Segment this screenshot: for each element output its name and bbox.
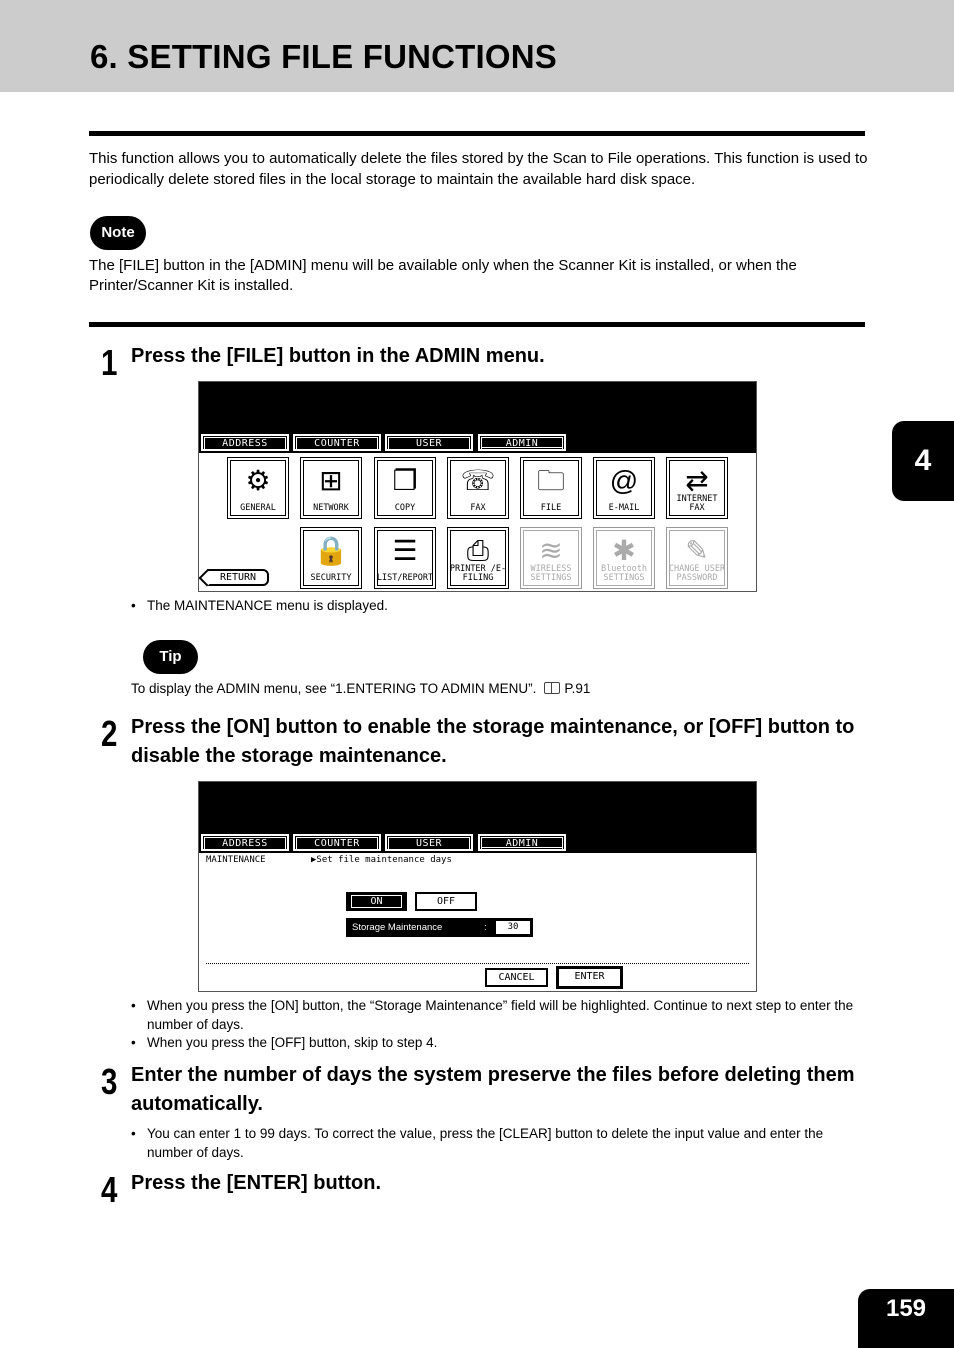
email-icon: @ (609, 465, 639, 496)
maintenance-section-label: MAINTENANCE (206, 855, 266, 865)
cancel-button[interactable]: CANCEL (485, 968, 548, 987)
admin-button-label: SECURITY (310, 573, 352, 583)
bluetooth-icon: ✱ (612, 535, 636, 566)
step-text: Press the [ON] button to enable the storage maintenance, or [OFF] button to disable the storage maintenance. (131, 716, 855, 767)
admin-button-label: CHANGE USER PASSWORD (668, 564, 726, 583)
admin-password-button (666, 527, 728, 589)
step-text: Press the [FILE] button in the ADMIN menu. (131, 345, 545, 367)
general-icon: ⚙ (245, 465, 271, 496)
internet-fax-icon: ⇄ (685, 465, 709, 496)
list-report-icon: ☰ (392, 535, 418, 566)
admin-button-label: LIST/REPORT (376, 573, 434, 583)
admin-network-button[interactable] (300, 457, 362, 519)
tab-address[interactable]: ADDRESS (201, 834, 289, 851)
divider (206, 963, 749, 964)
admin-button-label: Bluetooth SETTINGS (600, 564, 648, 583)
note-text: The [FILE] button in the [ADMIN] menu will be available only when the Scanner Kit is installed, or when the Printer/Scanner Kit is installed. (89, 257, 797, 294)
book-icon (544, 682, 560, 694)
admin-printer-efiling-button[interactable] (447, 527, 509, 589)
step-bullets (131, 997, 866, 1053)
maintenance-screen (198, 781, 757, 992)
admin-button-label: NETWORK (313, 503, 349, 513)
field-separator: : (484, 922, 487, 933)
admin-general-button[interactable] (227, 457, 289, 519)
bullet-item: • When you press the [OFF] button, skip to step 4. (131, 1034, 866, 1053)
section-rule (89, 322, 865, 327)
admin-file-button[interactable] (520, 457, 582, 519)
tip-sentence: To display the ADMIN menu, see “1.ENTERING TO ADMIN MENU”. (131, 681, 537, 696)
step-text: Press the [ENTER] button. (131, 1172, 382, 1194)
tip-text (131, 681, 590, 696)
admin-bluetooth-button (593, 527, 655, 589)
copy-icon: ❐ (392, 465, 418, 496)
fax-icon: ☏ (460, 465, 496, 496)
network-icon: ⊞ (319, 465, 343, 496)
step-text: Enter the number of days the system preserve the files before deleting them automatically. (131, 1064, 855, 1115)
admin-internet-fax-button[interactable] (666, 457, 728, 519)
storage-maintenance-field[interactable] (346, 918, 533, 937)
step-number: 3 (101, 1061, 118, 1102)
admin-security-button[interactable] (300, 527, 362, 589)
admin-button-label: FILE (540, 503, 562, 513)
on-button[interactable]: ON (346, 892, 407, 911)
tip-badge: Tip (143, 640, 198, 674)
security-icon: 🔒 (313, 535, 349, 566)
tab-admin[interactable]: ADMIN (478, 834, 566, 851)
page-title: 6. SETTING FILE FUNCTIONS (90, 38, 558, 75)
file-icon: 🗀 (536, 465, 565, 496)
tab-counter[interactable]: COUNTER (293, 834, 381, 851)
tab-user[interactable]: USER (385, 834, 473, 851)
printer-efiling-icon: ⎙ (466, 535, 490, 566)
step-bullets (131, 597, 866, 616)
section-rule (89, 131, 865, 136)
step-bullets (131, 1125, 866, 1162)
return-button[interactable]: RETURN (207, 569, 269, 586)
tab-counter[interactable]: COUNTER (293, 434, 381, 451)
password-icon: ✎ (685, 535, 709, 566)
step-number: 4 (101, 1169, 118, 1210)
tab-address[interactable]: ADDRESS (201, 434, 289, 451)
admin-button-label: COPY (394, 503, 416, 513)
maintenance-description: ▶Set file maintenance days (311, 855, 452, 865)
tip-page-ref: P.91 (564, 681, 591, 696)
note-badge: Note (90, 216, 146, 250)
admin-list-report-button[interactable] (374, 527, 436, 589)
bullet-item: • The MAINTENANCE menu is displayed. (131, 597, 866, 616)
tab-admin[interactable]: ADMIN (478, 434, 566, 451)
admin-button-label: FAX (470, 503, 486, 513)
admin-copy-button[interactable] (374, 457, 436, 519)
tab-user[interactable]: USER (385, 434, 473, 451)
intro-paragraph: This function allows you to automatically delete the files stored by the Scan to File operations. This function is used to periodically delete stored files in the local storage to maintain the available hard disk space. (89, 150, 868, 188)
page-number: 159 (858, 1289, 954, 1348)
wireless-icon: ≋ (539, 535, 563, 566)
storage-days-value[interactable]: 30 (496, 921, 530, 934)
chapter-tab: 4 (892, 421, 954, 501)
admin-button-label: PRINTER /E-FILING (449, 564, 507, 583)
bullet-item: • You can enter 1 to 99 days. To correct the value, press the [CLEAR] button to delete the input value and enter the number of days. (131, 1125, 866, 1162)
admin-menu-screen (198, 381, 757, 592)
storage-maintenance-label: Storage Maintenance (352, 922, 443, 933)
admin-fax-button[interactable] (447, 457, 509, 519)
step-number: 2 (101, 713, 118, 754)
off-button[interactable]: OFF (415, 892, 477, 911)
admin-button-label: GENERAL (240, 503, 276, 513)
admin-wireless-button (520, 527, 582, 589)
enter-button[interactable]: ENTER (556, 966, 623, 989)
step-number: 1 (101, 342, 118, 383)
bullet-item: • When you press the [ON] button, the “Storage Maintenance” field will be highlighted. Continue to next step to enter the number of days. (131, 997, 866, 1034)
admin-button-label: E-MAIL (608, 503, 640, 513)
admin-button-label: WIRELESS SETTINGS (530, 564, 572, 583)
admin-button-label: INTERNET FAX (676, 494, 718, 513)
admin-email-button[interactable] (593, 457, 655, 519)
